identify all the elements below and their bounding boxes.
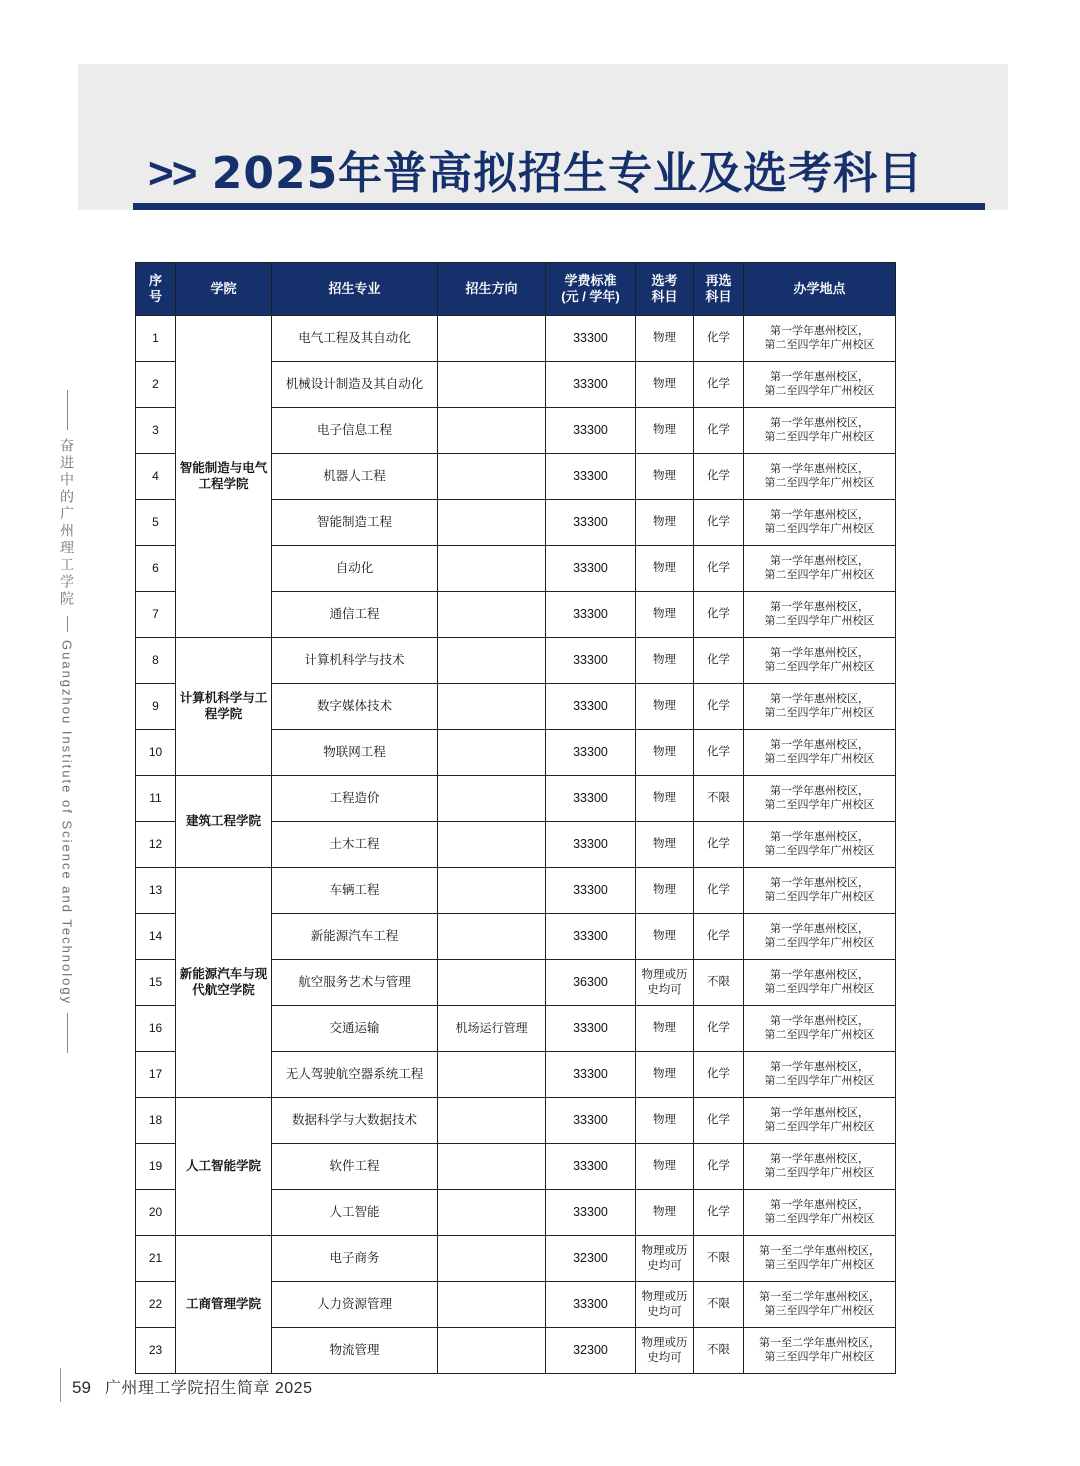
admission-table-wrapper <box>135 262 895 1374</box>
cell-direction <box>438 822 546 868</box>
cell-select-subject: 物理 <box>636 500 694 546</box>
cell-index: 11 <box>136 776 176 822</box>
cell-select-subject: 物理或历 史均可 <box>636 960 694 1006</box>
cell-direction <box>438 316 546 362</box>
cell-major: 自动化 <box>272 546 438 592</box>
title-underline <box>133 203 985 210</box>
admission-table <box>135 262 896 1374</box>
cell-index: 9 <box>136 684 176 730</box>
cell-reselect-subject: 化学 <box>694 454 744 500</box>
table-row <box>136 776 896 822</box>
table-row <box>136 1098 896 1144</box>
cell-major: 工程造价 <box>272 776 438 822</box>
cell-select-subject: 物理 <box>636 730 694 776</box>
cell-reselect-subject: 不限 <box>694 960 744 1006</box>
cell-index: 16 <box>136 1006 176 1052</box>
cell-select-subject: 物理 <box>636 1052 694 1098</box>
cell-direction <box>438 1098 546 1144</box>
col-header-direction: 招生方向 <box>438 263 546 316</box>
cell-campus: 第一学年惠州校区， 第二至四学年广州校区 <box>744 730 896 776</box>
cell-reselect-subject: 化学 <box>694 362 744 408</box>
cell-fee: 33300 <box>546 546 636 592</box>
col-header-fee: 学费标准 (元 / 学年) <box>546 263 636 316</box>
title-text: 2025年普高拟招生专业及选考科目 <box>211 148 924 199</box>
cell-campus: 第一学年惠州校区， 第二至四学年广州校区 <box>744 822 896 868</box>
cell-campus: 第一学年惠州校区， 第二至四学年广州校区 <box>744 1190 896 1236</box>
cell-select-subject: 物理 <box>636 362 694 408</box>
cell-campus: 第一学年惠州校区， 第二至四学年广州校区 <box>744 960 896 1006</box>
cell-campus: 第一学年惠州校区， 第二至四学年广州校区 <box>744 408 896 454</box>
cell-college: 计算机科学与工 程学院 <box>176 638 272 776</box>
table-row <box>136 868 896 914</box>
cell-campus: 第一学年惠州校区， 第二至四学年广州校区 <box>744 592 896 638</box>
cell-select-subject: 物理 <box>636 914 694 960</box>
table-body <box>136 316 896 1374</box>
side-rail <box>52 390 82 1070</box>
cell-fee: 33300 <box>546 730 636 776</box>
cell-direction <box>438 914 546 960</box>
cell-direction <box>438 592 546 638</box>
cell-select-subject: 物理 <box>636 776 694 822</box>
side-rule-mid <box>67 616 68 632</box>
cell-select-subject: 物理 <box>636 408 694 454</box>
cell-reselect-subject: 化学 <box>694 592 744 638</box>
cell-campus: 第一学年惠州校区， 第二至四学年广州校区 <box>744 1052 896 1098</box>
cell-direction <box>438 500 546 546</box>
cell-select-subject: 物理 <box>636 684 694 730</box>
cell-reselect-subject: 化学 <box>694 1098 744 1144</box>
cell-index: 6 <box>136 546 176 592</box>
cell-direction <box>438 1190 546 1236</box>
cell-fee: 33300 <box>546 1190 636 1236</box>
cell-reselect-subject: 化学 <box>694 868 744 914</box>
cell-campus: 第一学年惠州校区， 第二至四学年广州校区 <box>744 1144 896 1190</box>
cell-reselect-subject: 不限 <box>694 776 744 822</box>
cell-fee: 33300 <box>546 362 636 408</box>
cell-campus: 第一学年惠州校区， 第二至四学年广州校区 <box>744 546 896 592</box>
cell-direction <box>438 1282 546 1328</box>
cell-fee: 32300 <box>546 1236 636 1282</box>
cell-index: 19 <box>136 1144 176 1190</box>
cell-direction <box>438 960 546 1006</box>
cell-direction <box>438 868 546 914</box>
cell-index: 4 <box>136 454 176 500</box>
cell-direction <box>438 638 546 684</box>
cell-index: 23 <box>136 1328 176 1374</box>
cell-index: 13 <box>136 868 176 914</box>
cell-fee: 36300 <box>546 960 636 1006</box>
cell-reselect-subject: 化学 <box>694 1190 744 1236</box>
cell-fee: 33300 <box>546 1052 636 1098</box>
title-arrows: >> <box>148 149 196 198</box>
cell-campus: 第一学年惠州校区， 第二至四学年广州校区 <box>744 638 896 684</box>
cell-fee: 33300 <box>546 454 636 500</box>
cell-select-subject: 物理或历 史均可 <box>636 1282 694 1328</box>
cell-select-subject: 物理 <box>636 822 694 868</box>
cell-select-subject: 物理 <box>636 1006 694 1052</box>
cell-fee: 33300 <box>546 868 636 914</box>
cell-reselect-subject: 化学 <box>694 730 744 776</box>
cell-major: 航空服务艺术与管理 <box>272 960 438 1006</box>
cell-campus: 第一至二学年惠州校区， 第三至四学年广州校区 <box>744 1328 896 1374</box>
cell-index: 3 <box>136 408 176 454</box>
cell-reselect-subject: 化学 <box>694 546 744 592</box>
cell-major: 软件工程 <box>272 1144 438 1190</box>
cell-campus: 第一学年惠州校区， 第二至四学年广州校区 <box>744 684 896 730</box>
col-header-select-subject: 选考 科目 <box>636 263 694 316</box>
cell-index: 18 <box>136 1098 176 1144</box>
cell-select-subject: 物理或历 史均可 <box>636 1236 694 1282</box>
side-rule-top <box>67 390 68 430</box>
cell-reselect-subject: 化学 <box>694 1144 744 1190</box>
cell-reselect-subject: 不限 <box>694 1282 744 1328</box>
cell-fee: 33300 <box>546 914 636 960</box>
cell-campus: 第一至二学年惠州校区， 第三至四学年广州校区 <box>744 1236 896 1282</box>
table-head <box>136 263 896 316</box>
cell-college: 人工智能学院 <box>176 1098 272 1236</box>
table-header-row <box>136 263 896 316</box>
cell-college: 新能源汽车与现 代航空学院 <box>176 868 272 1098</box>
cell-reselect-subject: 化学 <box>694 408 744 454</box>
cell-fee: 33300 <box>546 1144 636 1190</box>
cell-direction <box>438 1236 546 1282</box>
cell-select-subject: 物理 <box>636 1144 694 1190</box>
cell-fee: 33300 <box>546 1282 636 1328</box>
cell-major: 物联网工程 <box>272 730 438 776</box>
cell-index: 12 <box>136 822 176 868</box>
cell-campus: 第一学年惠州校区， 第二至四学年广州校区 <box>744 316 896 362</box>
cell-reselect-subject: 化学 <box>694 638 744 684</box>
page-footer <box>72 1375 312 1398</box>
cell-major: 物流管理 <box>272 1328 438 1374</box>
cell-direction <box>438 1052 546 1098</box>
cell-index: 7 <box>136 592 176 638</box>
cell-campus: 第一至二学年惠州校区， 第三至四学年广州校区 <box>744 1282 896 1328</box>
cell-direction <box>438 546 546 592</box>
cell-reselect-subject: 化学 <box>694 316 744 362</box>
cell-college: 建筑工程学院 <box>176 776 272 868</box>
cell-select-subject: 物理 <box>636 592 694 638</box>
cell-direction: 机场运行管理 <box>438 1006 546 1052</box>
cell-major: 机械设计制造及其自动化 <box>272 362 438 408</box>
cell-index: 14 <box>136 914 176 960</box>
footer-divider <box>60 1368 61 1402</box>
cell-major: 计算机科学与技术 <box>272 638 438 684</box>
cell-campus: 第一学年惠州校区， 第二至四学年广州校区 <box>744 1098 896 1144</box>
side-rule-bottom <box>67 1013 68 1053</box>
cell-major: 人力资源管理 <box>272 1282 438 1328</box>
cell-index: 5 <box>136 500 176 546</box>
cell-index: 8 <box>136 638 176 684</box>
cell-fee: 33300 <box>546 408 636 454</box>
side-rail-en: Guangzhou Institute of Science and Technology <box>59 640 75 1006</box>
cell-major: 通信工程 <box>272 592 438 638</box>
cell-campus: 第一学年惠州校区， 第二至四学年广州校区 <box>744 776 896 822</box>
cell-reselect-subject: 化学 <box>694 500 744 546</box>
cell-fee: 33300 <box>546 822 636 868</box>
table-row <box>136 638 896 684</box>
cell-major: 机器人工程 <box>272 454 438 500</box>
cell-major: 数据科学与大数据技术 <box>272 1098 438 1144</box>
col-header-index: 序 号 <box>136 263 176 316</box>
cell-index: 10 <box>136 730 176 776</box>
cell-index: 22 <box>136 1282 176 1328</box>
cell-select-subject: 物理 <box>636 1190 694 1236</box>
cell-direction <box>438 1144 546 1190</box>
cell-reselect-subject: 化学 <box>694 914 744 960</box>
cell-fee: 33300 <box>546 776 636 822</box>
cell-major: 车辆工程 <box>272 868 438 914</box>
page-title <box>148 137 923 201</box>
cell-fee: 33300 <box>546 638 636 684</box>
cell-fee: 32300 <box>546 1328 636 1374</box>
cell-major: 电气工程及其自动化 <box>272 316 438 362</box>
footer-text: 广州理工学院招生简章 2025 <box>104 1380 313 1397</box>
cell-direction <box>438 454 546 500</box>
col-header-campus: 办学地点 <box>744 263 896 316</box>
cell-select-subject: 物理 <box>636 546 694 592</box>
cell-select-subject: 物理 <box>636 638 694 684</box>
cell-direction <box>438 408 546 454</box>
page-number: 59 <box>72 1378 91 1397</box>
cell-index: 2 <box>136 362 176 408</box>
cell-major: 电子信息工程 <box>272 408 438 454</box>
col-header-major: 招生专业 <box>272 263 438 316</box>
cell-campus: 第一学年惠州校区， 第二至四学年广州校区 <box>744 362 896 408</box>
cell-direction <box>438 684 546 730</box>
cell-college: 工商管理学院 <box>176 1236 272 1374</box>
table-row <box>136 316 896 362</box>
cell-fee: 33300 <box>546 316 636 362</box>
cell-select-subject: 物理 <box>636 454 694 500</box>
cell-index: 20 <box>136 1190 176 1236</box>
cell-index: 1 <box>136 316 176 362</box>
cell-index: 17 <box>136 1052 176 1098</box>
cell-fee: 33300 <box>546 592 636 638</box>
cell-fee: 33300 <box>546 684 636 730</box>
cell-fee: 33300 <box>546 500 636 546</box>
cell-index: 15 <box>136 960 176 1006</box>
cell-reselect-subject: 不限 <box>694 1328 744 1374</box>
cell-select-subject: 物理 <box>636 316 694 362</box>
col-header-reselect-subject: 再选 科目 <box>694 263 744 316</box>
cell-reselect-subject: 化学 <box>694 1052 744 1098</box>
cell-campus: 第一学年惠州校区， 第二至四学年广州校区 <box>744 1006 896 1052</box>
cell-campus: 第一学年惠州校区， 第二至四学年广州校区 <box>744 868 896 914</box>
cell-direction <box>438 776 546 822</box>
cell-select-subject: 物理或历 史均可 <box>636 1328 694 1374</box>
cell-major: 数字媒体技术 <box>272 684 438 730</box>
cell-campus: 第一学年惠州校区， 第二至四学年广州校区 <box>744 914 896 960</box>
cell-major: 土木工程 <box>272 822 438 868</box>
cell-major: 交通运输 <box>272 1006 438 1052</box>
cell-major: 新能源汽车工程 <box>272 914 438 960</box>
table-row <box>136 1236 896 1282</box>
cell-index: 21 <box>136 1236 176 1282</box>
cell-direction <box>438 730 546 776</box>
cell-reselect-subject: 不限 <box>694 1236 744 1282</box>
cell-select-subject: 物理 <box>636 1098 694 1144</box>
side-rail-cn: 奋进中的广州理工学院 <box>59 438 75 608</box>
cell-campus: 第一学年惠州校区， 第二至四学年广州校区 <box>744 454 896 500</box>
col-header-college: 学院 <box>176 263 272 316</box>
cell-major: 智能制造工程 <box>272 500 438 546</box>
cell-reselect-subject: 化学 <box>694 1006 744 1052</box>
cell-direction <box>438 1328 546 1374</box>
cell-fee: 33300 <box>546 1006 636 1052</box>
cell-major: 电子商务 <box>272 1236 438 1282</box>
cell-fee: 33300 <box>546 1098 636 1144</box>
cell-college: 智能制造与电气 工程学院 <box>176 316 272 638</box>
cell-select-subject: 物理 <box>636 868 694 914</box>
cell-major: 无人驾驶航空器系统工程 <box>272 1052 438 1098</box>
cell-major: 人工智能 <box>272 1190 438 1236</box>
cell-reselect-subject: 化学 <box>694 822 744 868</box>
cell-reselect-subject: 化学 <box>694 684 744 730</box>
cell-campus: 第一学年惠州校区， 第二至四学年广州校区 <box>744 500 896 546</box>
cell-direction <box>438 362 546 408</box>
